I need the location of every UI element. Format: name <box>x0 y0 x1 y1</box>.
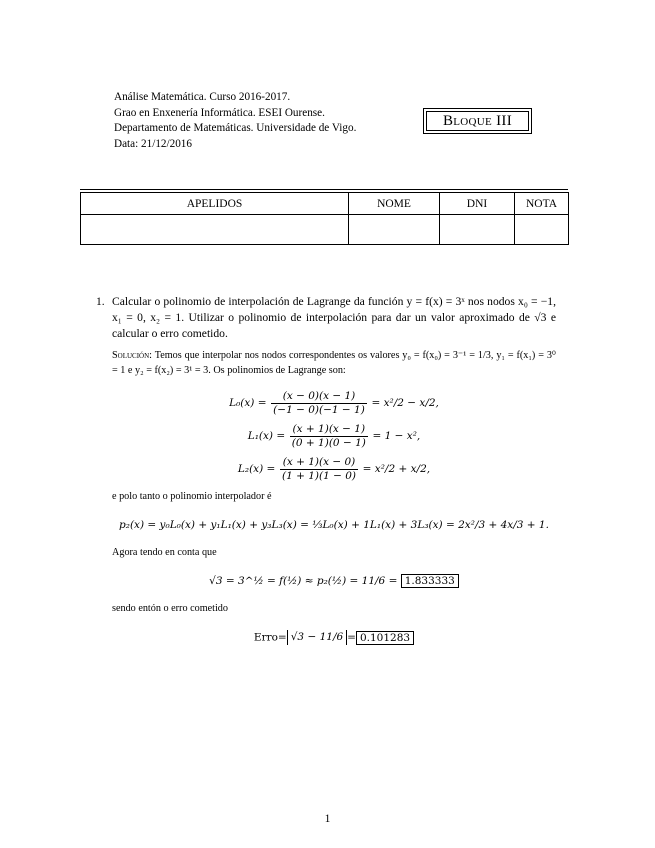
L0-lhs: L₀(x) = <box>229 396 267 409</box>
solution-intro-text: Temos que interpolar nos nodos correspondentes os valores y₀ = f(x₀) = 3⁻¹ = 1/3, y₁ = f(x₁) = 3⁰ = 1 e y₂ = f(x₂) = 3¹ = 3. Os polinomios de Lagrange son: <box>112 350 557 376</box>
column-header-dni: DNI <box>440 193 515 215</box>
dni-field[interactable] <box>440 215 515 245</box>
agora-text: Agora tendo en conta que <box>112 547 217 558</box>
approximation <box>112 574 556 589</box>
column-header-nota: NOTA <box>515 193 569 215</box>
apelidos-field[interactable] <box>81 215 349 245</box>
sendo-text: sendo entón o erro cometido <box>112 603 228 614</box>
page-number: 1 <box>324 813 331 825</box>
exam-body <box>96 294 556 660</box>
lagrange-L2 <box>112 456 556 483</box>
L1-numerator: (x + 1)(x − 1) <box>290 423 368 437</box>
block-label: Bloque III <box>426 111 529 131</box>
solution-intro <box>112 348 556 378</box>
L0-rhs: = x²/2 − x/2, <box>371 396 439 409</box>
nota-field[interactable] <box>515 215 569 245</box>
header-line: Data: 21/12/2016 <box>114 137 192 150</box>
error-label: Erro= <box>253 631 287 644</box>
column-header-apelidos: APELIDOS <box>81 193 349 215</box>
column-header-nome: NOME <box>349 193 440 215</box>
block-label-box <box>423 108 532 134</box>
problem-statement <box>96 294 556 342</box>
L0-numerator: (x − 0)(x − 1) <box>271 390 367 404</box>
student-info-table <box>80 192 569 245</box>
polo-tanto-text: e polo tanto o polinomio interpolador é <box>112 491 272 502</box>
L1-fraction <box>290 423 368 450</box>
approximation-expression: √3 = 3^½ = f(½) ≈ p₂(½) = 11/6 = <box>209 575 398 587</box>
solution <box>96 348 556 646</box>
solution-label: Solución: <box>112 350 152 361</box>
L2-denominator: (1 + 1)(1 − 0) <box>281 470 357 482</box>
L0-fraction <box>271 390 367 417</box>
error-result: 0.101283 <box>356 631 414 645</box>
error-expression: Erro= √3 − 11/6 = 0.101283 <box>112 630 556 646</box>
L0-denominator: (−1 − 0)(−1 − 1) <box>273 404 365 416</box>
table-top-rule <box>80 189 568 190</box>
L1-denominator: (0 + 1)(0 − 1) <box>291 437 366 449</box>
approximation-result: 1.833333 <box>401 574 459 588</box>
course-header <box>114 90 356 152</box>
L2-fraction <box>280 456 358 483</box>
L1-rhs: = 1 − x², <box>372 429 421 442</box>
header-line: Departamento de Matemáticas. Universidade de Vigo. <box>114 122 357 134</box>
header-line: Análise Matemática. Curso 2016-2017. <box>114 91 291 103</box>
L2-numerator: (x + 1)(x − 0) <box>280 456 358 470</box>
L2-rhs: = x²/2 + x/2, <box>362 462 431 475</box>
header-line: Grao en Enxenería Informática. ESEI Ourense. <box>114 106 325 119</box>
problem-text: Calcular o polinomio de interpolación de Lagrange da función y = f(x) = 3ˣ nos nodos x₀ = −1, x₁ = 0, x₂ = 1. Utilizar o polinomio de interpolación para dar un valor aproximado de √3 e calcular o erro cometido. <box>112 295 556 340</box>
lagrange-L1 <box>112 423 556 450</box>
error-abs-value: √3 − 11/6 <box>287 630 347 645</box>
interpolating-polynomial: p₂(x) = y₀L₀(x) + y₁L₁(x) + y₃L₃(x) = ⅓L₀(x) + 1L₁(x) + 3L₃(x) = 2x²/3 + 4x/3 + 1. <box>119 519 549 531</box>
L2-lhs: L₂(x) = <box>237 462 276 475</box>
nome-field[interactable] <box>349 215 440 245</box>
L1-lhs: L₁(x) = <box>247 429 286 442</box>
problem-number: 1. <box>96 295 105 308</box>
lagrange-L0 <box>112 390 556 417</box>
